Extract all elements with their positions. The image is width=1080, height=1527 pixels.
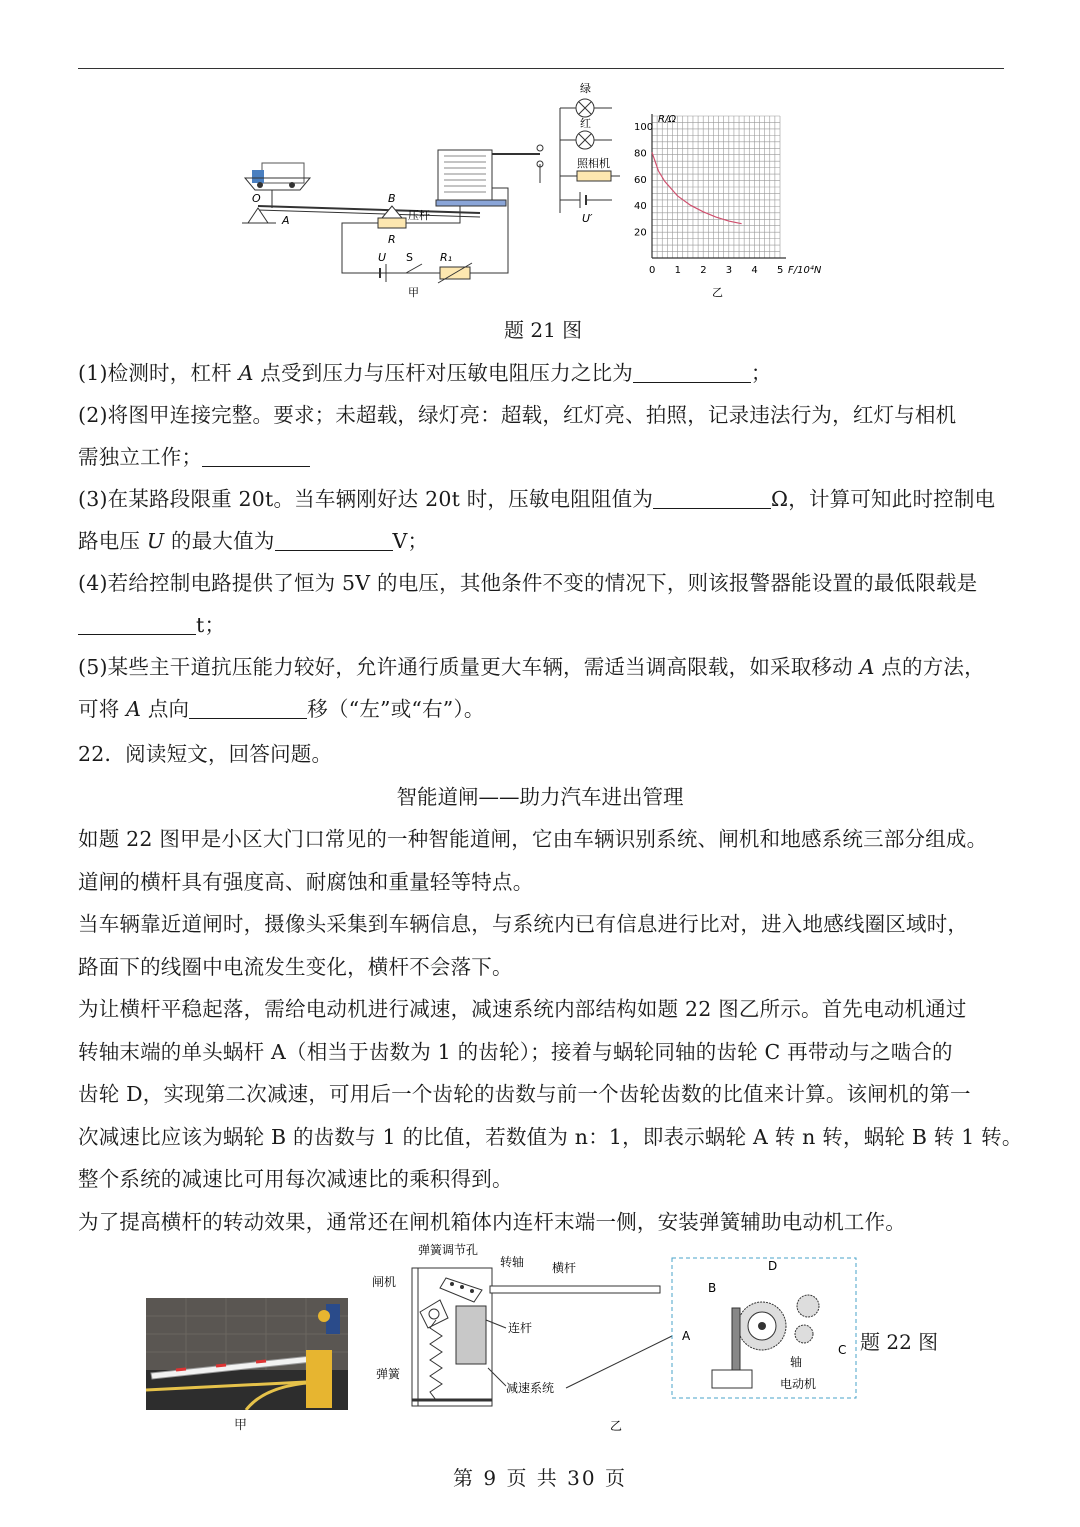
- question-line: [78, 692, 485, 722]
- question-text: 可将: [78, 697, 127, 721]
- question-text: t；: [196, 613, 226, 637]
- question-line: [78, 398, 956, 428]
- paragraph-line: 转轴末端的单头蜗杆 A（相当于齿数为 1 的齿轮）；接着与蜗轮同轴的齿轮 C 再带动与之啮合的: [78, 1039, 953, 1064]
- label-yi-21: 乙: [712, 286, 723, 299]
- question-text: 移（“左”或“右”）。: [307, 697, 485, 721]
- label-jia-21: 甲: [408, 286, 419, 299]
- label-bar: 横杆: [552, 1261, 577, 1275]
- label-lever: 压杆: [408, 209, 430, 222]
- label-axis: 轴: [790, 1355, 803, 1369]
- question-text: 路电压: [78, 529, 147, 553]
- label-reducer: 减速系统: [506, 1381, 555, 1395]
- label-motor: 电动机: [780, 1377, 817, 1391]
- question-text: (5)某些主干道抗压能力较好，允许通行质量更大车辆，需适当调高限载，如采取移动: [78, 655, 860, 679]
- answer-blank[interactable]: [275, 530, 393, 552]
- paragraph-line: 当车辆靠近道闸时，摄像头采集到车辆信息，与系统内已有信息进行比对，进入地感线圈区域时，: [78, 912, 969, 936]
- question-text: (3)在某路段限重 20t。当车辆刚好达 20t 时，压敏电阻阻值为: [78, 487, 654, 511]
- y-axis-label: R/Ω: [658, 114, 676, 125]
- answer-blank[interactable]: [633, 362, 751, 384]
- question-line: [78, 482, 995, 512]
- paragraph-line: 为了提高横杆的转动效果，通常还在闸机箱体内连杆末端一侧，安装弹簧辅助电动机工作。: [78, 1209, 906, 1234]
- question-text: (1)检测时，杠杆: [78, 361, 239, 385]
- label-red: 红: [580, 117, 591, 130]
- question-text: ；: [750, 361, 772, 385]
- question-text: 点受到压力与压杆对压敏电阻压力之比为: [253, 361, 633, 385]
- label-green: 绿: [580, 82, 591, 95]
- x-tick-label: 5: [777, 265, 784, 276]
- x-axis-label: F/10⁴N: [788, 265, 822, 276]
- label-gate: 闸机: [372, 1275, 397, 1289]
- q22-intro: 22．阅读短文，回答问题。: [78, 742, 333, 766]
- question-text: V；: [392, 529, 429, 553]
- x-tick-label: 2: [700, 265, 707, 276]
- question-text: A: [238, 361, 254, 385]
- q22-article-title: 智能道闸——助力汽车进出管理: [396, 785, 684, 809]
- question-line: [78, 356, 772, 386]
- fig21-caption: 题 21 图: [504, 318, 583, 342]
- label-B22: B: [708, 1281, 717, 1295]
- truck-illustration: [245, 163, 310, 190]
- page-footer: 第 9 页 共 30 页: [453, 1466, 627, 1490]
- r-f-chart: [634, 114, 822, 276]
- question-text: 的最大值为: [164, 529, 275, 553]
- x-tick-label: 1: [674, 265, 681, 276]
- question-text: (4)若给控制电路提供了恒为 5V 的电压，其他条件不变的情况下，则该报警器能设置的最低限载是: [78, 571, 978, 595]
- question-text: A: [126, 697, 142, 721]
- question-line: [78, 650, 985, 680]
- label-u-prime: U′: [582, 212, 593, 225]
- x-tick-label: 3: [725, 265, 733, 276]
- label-spring-hole: 弹簧调节孔: [418, 1243, 479, 1257]
- label-shaft: 转轴: [500, 1255, 525, 1269]
- paragraph-line: 齿轮 D，实现第二次减速，可用后一个齿轮的齿数与前一个齿轮齿数的比值来计算。该闸机的第一: [78, 1082, 971, 1106]
- figure-21: [240, 78, 840, 306]
- label-R: R: [388, 233, 396, 246]
- label-U: U: [378, 251, 387, 264]
- answer-blank[interactable]: [653, 488, 771, 510]
- label-spring: 弹簧: [376, 1367, 401, 1381]
- paragraph-line: 如题 22 图甲是小区大门口常见的一种智能道闸，它由车辆识别系统、闸机和地感系统三部分组成。: [78, 827, 988, 851]
- gate-mechanism-diagram: [370, 1240, 870, 1440]
- label-R1: R₁: [440, 251, 453, 264]
- paragraph-line: 路面下的线圈中电流发生变化，横杆不会落下。: [78, 954, 513, 979]
- fig22-jia-label: 甲: [234, 1418, 248, 1433]
- question-line: [78, 566, 977, 596]
- label-A: A: [282, 214, 290, 227]
- y-tick-label: 20: [634, 227, 647, 239]
- gate-photo: [146, 1298, 348, 1410]
- x-tick-label: 0: [649, 265, 656, 276]
- question-text: 点的方法，: [874, 655, 985, 679]
- answer-blank[interactable]: [78, 614, 196, 636]
- fig22-yi-label: 乙: [610, 1419, 623, 1433]
- label-O: O: [252, 192, 261, 205]
- label-S: S: [406, 251, 413, 264]
- top-rule: [78, 68, 1004, 69]
- question-text: 需独立工作；: [78, 445, 203, 469]
- question-text: A: [859, 655, 875, 679]
- question-text: Ω，计算可知此时控制电: [771, 487, 996, 511]
- label-link: 连杆: [508, 1321, 533, 1335]
- answer-blank[interactable]: [202, 446, 310, 468]
- fig22-caption: 题 22 图: [860, 1330, 939, 1354]
- question-line: [78, 608, 225, 638]
- label-D: D: [768, 1259, 778, 1273]
- y-tick-label: 80: [634, 148, 647, 160]
- label-C: C: [838, 1343, 847, 1357]
- label-A22: A: [682, 1329, 691, 1343]
- label-camera: 照相机: [577, 157, 610, 170]
- paragraph-line: 整个系统的减速比可用每次减速比的乘积得到。: [78, 1167, 513, 1191]
- question-line: [78, 524, 428, 554]
- question-text: (2)将图甲连接完整。要求；未超载，绿灯亮：超载，红灯亮、拍照，记录违法行为，红灯与相机: [78, 403, 957, 427]
- paragraph-line: 为让横杆平稳起落，需给电动机进行减速，减速系统内部结构如题 22 图乙所示。首先电动机通过: [78, 997, 967, 1021]
- label-B: B: [388, 192, 396, 205]
- paragraph-line: 道闸的横杆具有强度高、耐腐蚀和重量轻等特点。: [78, 869, 534, 894]
- paragraph-line: 次减速比应该为蜗轮 B 的齿数与 1 的比值，若数值为 n：1，即表示蜗轮 A 转 n 转，蜗轮 B 转 1 转。: [78, 1124, 1023, 1149]
- question-text: U: [146, 529, 165, 553]
- y-tick-label: 40: [634, 201, 647, 213]
- question-text: 点向: [141, 697, 190, 721]
- answer-blank[interactable]: [189, 698, 307, 720]
- x-tick-label: 4: [751, 265, 758, 276]
- y-tick-label: 60: [634, 174, 647, 186]
- question-line: [78, 440, 310, 470]
- y-tick-label: 100: [634, 122, 654, 133]
